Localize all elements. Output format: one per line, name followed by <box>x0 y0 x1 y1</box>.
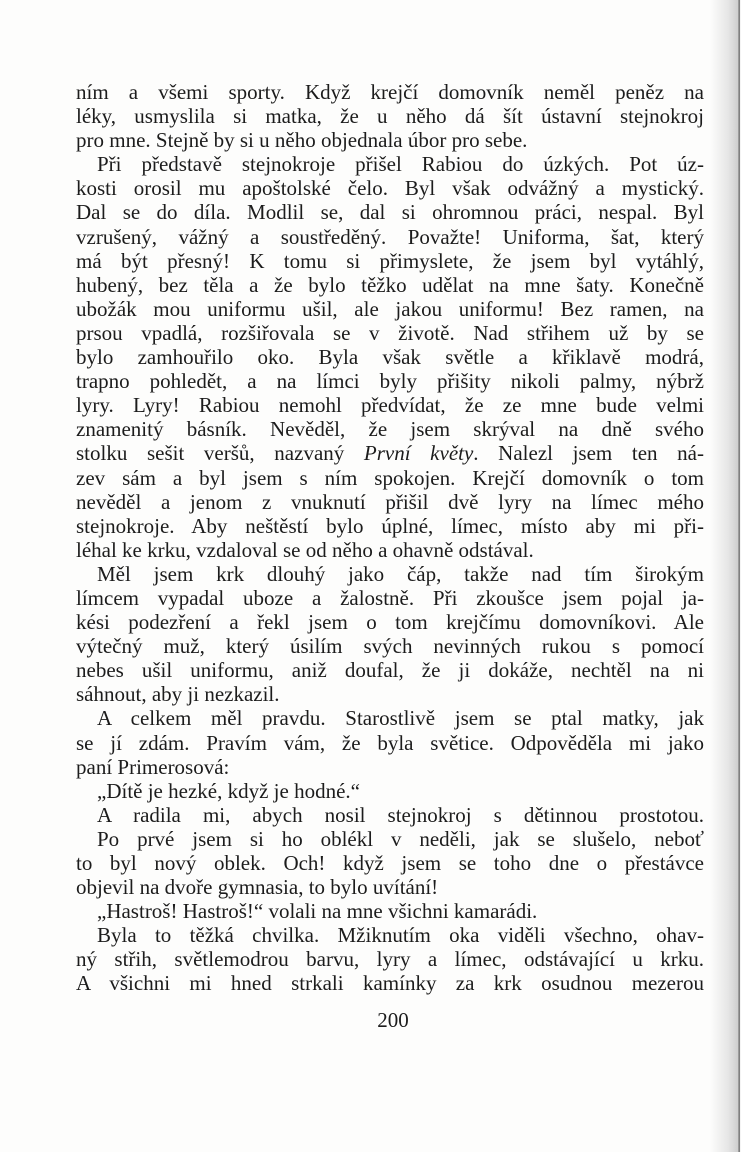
text-segment: A celkem měl pravdu. Starostlivě jsem se ptal matky, jak <box>97 706 704 731</box>
text-line <box>76 827 704 851</box>
text-line <box>76 393 704 417</box>
text-segment: znamenitý básník. Nevěděl, že jsem skrýval na dně svého <box>76 417 704 442</box>
text-segment: nevěděl a jenom z vnuknutí přišil dvě lyry na límec mého <box>76 489 704 514</box>
text-segment: léky, usmyslila si matka, že u něho dá šít ústavní stejnokroj <box>76 104 704 129</box>
text-segment: trapno pohledět, a na límci byly přišity nikoli palmy, nýbrž <box>76 369 704 394</box>
text-segment: . Nalezl jsem ten ná- <box>473 441 704 466</box>
text-segment: kési podezření a řekl jsem o tom krejčímu domovníkovi. Ale <box>76 610 704 635</box>
text-line <box>76 466 704 490</box>
text-segment: kosti orosil mu apoštolské čelo. Byl však odvážný a mystický. <box>76 176 704 201</box>
text-segment: prsou vpadlá, rozšiřovala se v životě. Nad střihem už by se <box>76 320 704 345</box>
text-segment: límcem vypadal uboze a žalostně. Při zkoušce jsem pojal ja- <box>76 585 704 610</box>
text-segment: „Hastroš! Hastroš!“ volali na mne všichni kamarádi. <box>97 899 538 924</box>
text-segment: ný střih, světlemodrou barvu, lyry a límec, odstávající u krku. <box>76 947 704 972</box>
text-line <box>76 658 704 682</box>
text-line <box>76 176 704 200</box>
text-segment: léhal ke krku, vzdaloval se od něho a ohavně odstával. <box>76 537 534 562</box>
page-number: 200 <box>377 1008 409 1032</box>
text-segment: vzrušený, vážný a soustředěný. Považte! Uniforma, šat, který <box>76 224 704 249</box>
text-line <box>76 417 704 441</box>
text-line <box>76 538 704 562</box>
text-line <box>76 273 704 297</box>
page-binding-edge <box>710 0 750 1152</box>
text-segment: hubený, bez těla a že bylo těžko udělat na mne šaty. Konečně <box>76 272 704 297</box>
text-segment: ním a všemi sporty. Když krejčí domovník neměl peněz na <box>76 80 704 104</box>
text-line <box>76 586 704 610</box>
text-line <box>76 321 704 345</box>
text-segment: A radila mi, abych nosil stejnokroj s dětinnou prostotou. <box>97 802 704 827</box>
text-segment: se jí zdám. Pravím vám, že byla světice. Odpověděla mi jako <box>76 730 704 755</box>
text-line <box>76 634 704 658</box>
text-segment: stejnokroje. Aby neštěstí bylo úplné, límec, místo aby mi při- <box>76 513 704 538</box>
text-line <box>76 490 704 514</box>
text-line <box>76 899 704 923</box>
text-segment: stolku sešit veršů, nazvaný <box>76 441 364 466</box>
text-line <box>76 562 704 586</box>
text-line <box>76 369 704 393</box>
text-segment: Při představě stejnokroje přišel Rabiou do úzkých. Pot úz- <box>97 152 704 177</box>
text-line <box>76 971 704 995</box>
text-segment: má být přesný! K tomu si přimyslete, že jsem byl vytáhlý, <box>76 248 704 273</box>
text-line <box>76 345 704 369</box>
text-segment: objevil na dvoře gymnasia, to bylo uvítání! <box>76 875 439 900</box>
text-line <box>76 297 704 321</box>
text-line <box>76 104 704 128</box>
text-line <box>76 200 704 224</box>
text-segment: Měl jsem krk dlouhý jako čáp, takže nad tím širokým <box>97 561 704 586</box>
text-segment: Po prvé jsem si ho oblékl v neděli, jak se slušelo, neboť <box>97 826 704 851</box>
text-segment: zev sám a byl jsem s ním spokojen. Krejčí domovník o tom <box>76 465 704 490</box>
text-segment: výtečný muž, který úsilím svých nevinných rukou s pomocí <box>76 634 704 659</box>
text-line <box>76 755 704 779</box>
text-segment: Dal se do díla. Modlil se, dal si ohromnou práci, nespal. Byl <box>76 200 704 225</box>
text-line <box>76 875 704 899</box>
text-line <box>76 851 704 875</box>
text-line <box>76 128 704 152</box>
text-segment: ubožák mou uniformu ušil, ale jakou uniformu! Bez ramen, na <box>76 296 704 321</box>
text-line <box>76 731 704 755</box>
text-segment: nebes ušil uniformu, aniž doufal, že ji dokáže, nechtěl na ni <box>76 658 704 683</box>
text-line <box>76 779 704 803</box>
text-line <box>76 225 704 249</box>
text-segment: to byl nový oblek. Och! když jsem se toho dne o přestávce <box>76 851 704 875</box>
text-segment: „Dítě je hezké, když je hodné.“ <box>97 778 360 803</box>
text-line <box>76 803 704 827</box>
text-segment: bylo zamhouřilo oko. Byla však světle a křiklavě modrá, <box>76 345 704 370</box>
text-line <box>76 441 704 465</box>
text-segment: pro mne. Stejně by si u něho objednala úbor pro sebe. <box>76 128 528 153</box>
text-line <box>76 947 704 971</box>
italic-title: První květy <box>363 441 474 466</box>
text-segment: Byla to těžká chvilka. Mžiknutím oka viděli všechno, ohav- <box>97 923 704 948</box>
text-line <box>76 923 704 947</box>
text-line <box>76 610 704 634</box>
text-segment: paní Primerosová: <box>76 754 230 779</box>
text-segment: sáhnout, aby ji nezkazil. <box>76 682 280 707</box>
body-text <box>76 80 704 996</box>
text-line <box>76 682 704 706</box>
text-line <box>76 80 704 104</box>
text-segment: A všichni mi hned strkali kamínky za krk osudnou mezerou <box>76 971 704 996</box>
text-segment: lyry. Lyry! Rabiou nemohl předvídat, že ze mne bude velmi <box>76 393 704 418</box>
text-line <box>76 152 704 176</box>
text-line <box>76 706 704 730</box>
text-line <box>76 514 704 538</box>
text-line <box>76 249 704 273</box>
